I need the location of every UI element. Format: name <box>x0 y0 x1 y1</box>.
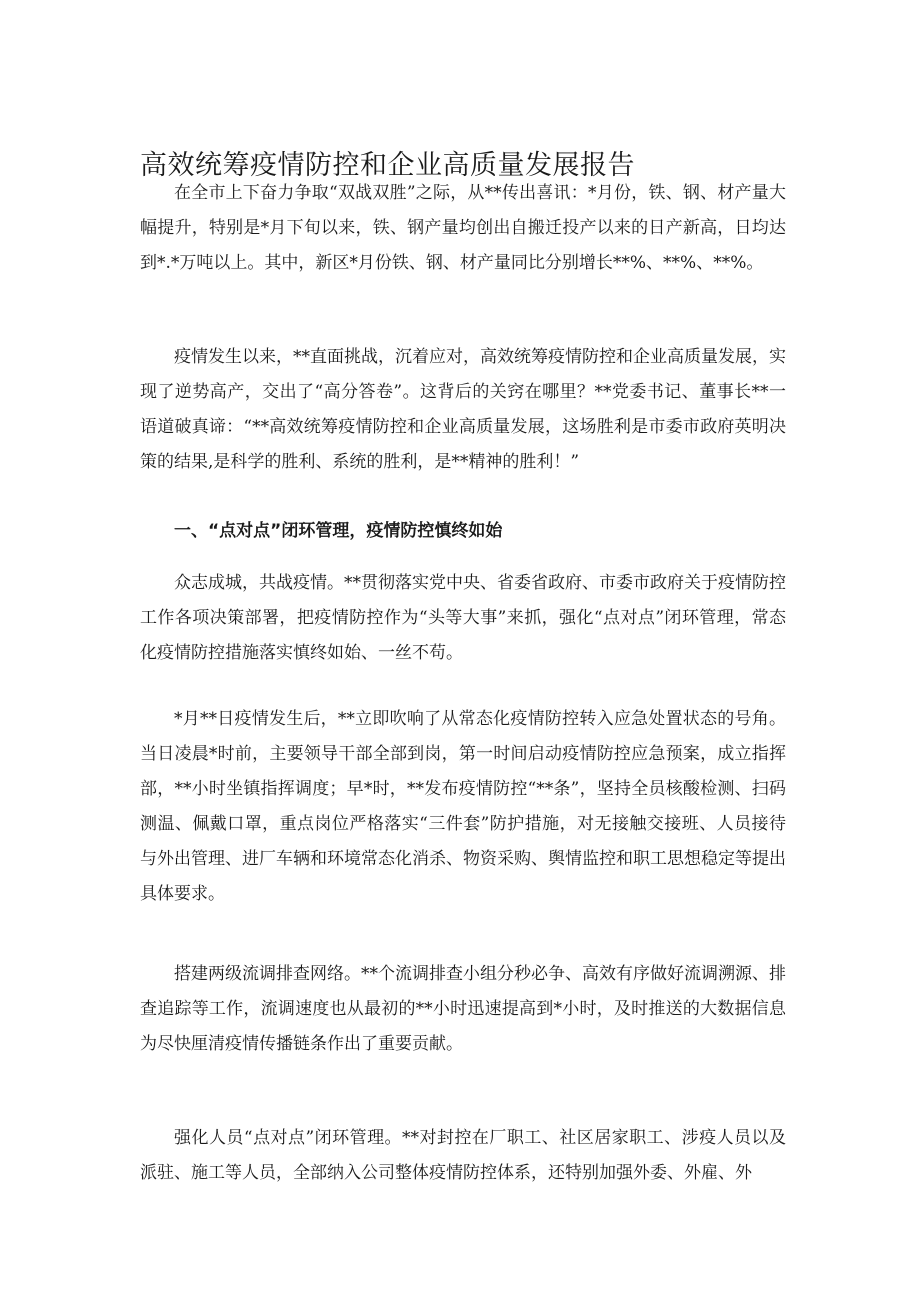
paragraph-background: 疫情发生以来，**直面挑战，沉着应对，高效统筹疫情防控和企业高质量发展，实现了逆势高产，交出了“高分答卷”。这背后的关窍在哪里？**党委书记、董事长**一语道破真谛：“**高效统筹疫情防控和企业高质量发展，这场胜利是市委市政府英明决策的结果,是科学的胜利、系统的胜利，是**精神的胜利！” <box>140 347 786 472</box>
section-paragraph: *月**日疫情发生后，**立即吹响了从常态化疫情防控转入应急处置状态的号角。当日凌晨*时前，主要领导干部全部到岗，第一时间启动疫情防控应急预案，成立指挥部，**小时坐镇指挥调度；早*时，**发布疫情防控“**条”，坚持全员核酸检测、扫码测温、佩戴口罩，重点岗位严格落实“三件套”防护措施，对无接触交接班、人员接待与外出管理、进厂车辆和环境常态化消杀、物资采购、舆情监控和职工思想稳定等提出具体要求。 <box>140 709 786 904</box>
document-title: 高效统筹疫情防控和企业高质量发展报告 <box>140 150 635 181</box>
paragraph-intro: 在全市上下奋力争取“双战双胜”之际，从**传出喜讯：*月份，铁、钢、材产量大幅提升，特别是*月下旬以来，铁、钢产量均创出自搬迁投产以来的日产新高，日均达到*.*万吨以上。其中，新区*月份铁、钢、材产量同比分别增长**%、**%、**%。 <box>140 183 786 273</box>
section-paragraph: 搭建两级流调排查网络。**个流调排查小组分秒必争、高效有序做好流调溯源、排查追踪等工作，流调速度也从最初的**小时迅速提高到*小时，及时推送的大数据信息为尽快厘清疫情传播链条作出了重要贡献。 <box>140 964 786 1054</box>
section-paragraph: 强化人员“点对点”闭环管理。**对封控在厂职工、社区居家职工、涉疫人员以及派驻、施工等人员，全部纳入公司整体疫情防控体系，还特别加强外委、外雇、外 <box>140 1128 786 1183</box>
section-heading: 一、“点对点”闭环管理，疫情防控慎终如始 <box>174 521 503 541</box>
section-paragraph: 众志成城，共战疫情。**贯彻落实党中央、省委省政府、市委市政府关于疫情防控工作各项决策部署，把疫情防控作为“头等大事”来抓，强化“点对点”闭环管理，常态化疫情防控措施落实慎终如始、一丝不苟。 <box>140 573 786 663</box>
